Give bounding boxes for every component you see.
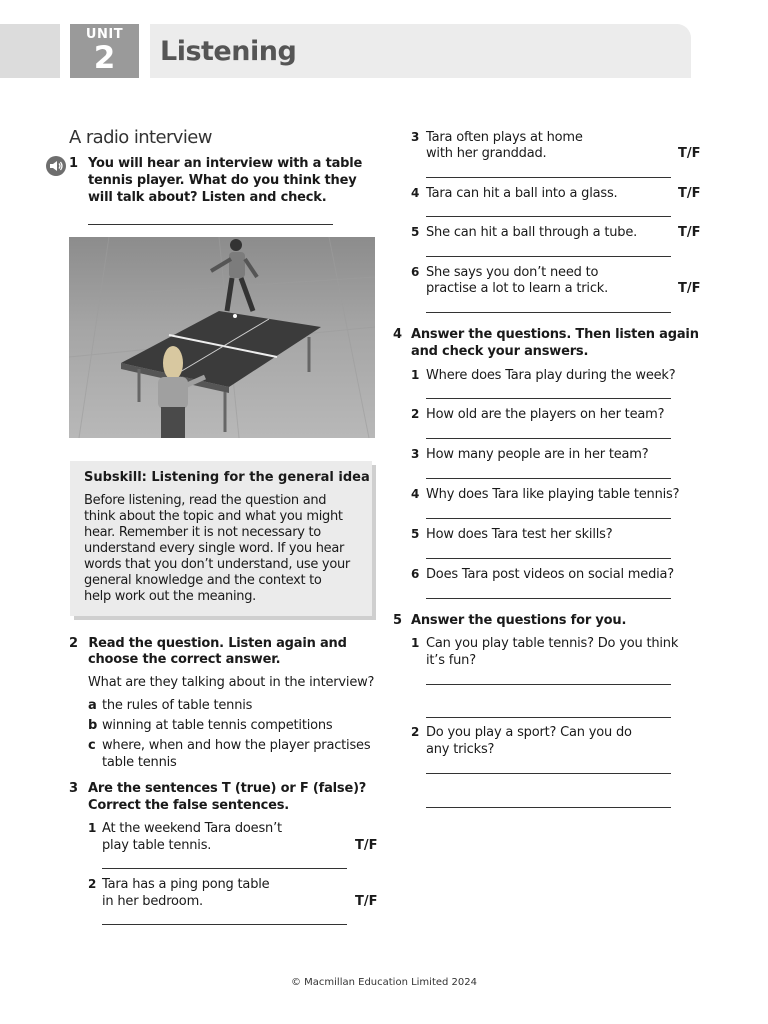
- q4-item-4-answer-line[interactable]: [426, 518, 671, 519]
- q3-item-5-answer-line[interactable]: [426, 256, 671, 257]
- q1-number: 1: [69, 156, 79, 171]
- unit-badge: [70, 24, 139, 78]
- q5-item-1-line-1: Can you play table tennis? Do you think: [426, 636, 679, 651]
- q3-item-5-line-1: She can hit a ball through a tube.: [426, 225, 638, 240]
- q3-item-6-answer-line[interactable]: [426, 312, 671, 313]
- q5-item-1-answer-line-2[interactable]: [426, 717, 671, 718]
- q4-item-5: How does Tara test her skills?: [426, 527, 613, 542]
- q5-number: 5: [393, 613, 403, 628]
- subskill-line: hear. Remember it is not necessary to: [84, 525, 321, 540]
- q3-item-6-line-2: practise a lot to learn a trick.: [426, 281, 609, 296]
- q3-item-2-line-1: Tara has a ping pong table: [102, 877, 270, 892]
- q3-item-1-answer-line[interactable]: [102, 868, 347, 869]
- tf-toggle[interactable]: T/F: [355, 894, 378, 909]
- subskill-line: help work out the meaning.: [84, 589, 257, 604]
- q3-item-6-line-1: She says you don’t need to: [426, 265, 599, 280]
- q2-option-letter: c: [88, 738, 96, 753]
- tf-toggle[interactable]: T/F: [678, 281, 701, 296]
- q2-option-letter: a: [88, 698, 97, 713]
- q5-item-1-line-2: it’s fun?: [426, 653, 476, 668]
- q4-item-number: 5: [411, 527, 420, 541]
- subskill-line: Before listening, read the question and: [84, 493, 327, 508]
- q1-line-3: will talk about? Listen and check.: [88, 190, 327, 205]
- subskill-line: think about the topic and what you might: [84, 509, 343, 524]
- q2-question: What are they talking about in the interview?: [88, 675, 375, 690]
- q4-item-4: Why does Tara like playing table tennis?: [426, 487, 680, 502]
- q4-number: 4: [393, 327, 403, 342]
- q3-item-4-line-1: Tara can hit a ball into a glass.: [426, 186, 618, 201]
- speaker-icon: [46, 156, 66, 176]
- q5-item-2-line-1: Do you play a sport? Can you do: [426, 725, 632, 740]
- q4-item-2-answer-line[interactable]: [426, 438, 671, 439]
- section-heading: A radio interview: [69, 127, 212, 148]
- q3-item-number: 4: [411, 186, 420, 200]
- q3-line-1: Are the sentences T (true) or F (false)?: [88, 781, 367, 796]
- q2-line-1: Read the question. Listen again and: [84, 636, 347, 651]
- subskill-box: [70, 461, 372, 616]
- audio-speaker-icon[interactable]: [46, 156, 66, 176]
- q4-item-number: 1: [411, 368, 420, 382]
- q4-item-number: 4: [411, 487, 420, 501]
- q2-number: 2: [69, 636, 79, 651]
- q1-answer-line[interactable]: [88, 224, 333, 225]
- q3-item-number: 3: [411, 130, 420, 144]
- q5-text: Answer the questions for you.: [411, 613, 627, 628]
- q4-item-1: Where does Tara play during the week?: [426, 368, 676, 383]
- subskill-title: Subskill: Listening for the general idea: [84, 470, 370, 485]
- tf-toggle[interactable]: T/F: [678, 186, 701, 201]
- subskill-line: general knowledge and the context to: [84, 573, 322, 588]
- q3-item-3-answer-line[interactable]: [426, 177, 671, 178]
- page-title: Listening: [160, 36, 297, 67]
- q5-item-2-answer-line-2[interactable]: [426, 807, 671, 808]
- table-tennis-illustration: [69, 237, 375, 438]
- q5-item-1-answer-line-1[interactable]: [426, 684, 671, 685]
- q5-item-number: 2: [411, 725, 420, 739]
- q3-item-2-line-2: in her bedroom.: [102, 894, 203, 909]
- subskill-body: [84, 493, 366, 605]
- q3-item-1-line-1: At the weekend Tara doesn’t: [102, 821, 282, 836]
- q4-line-1: Answer the questions. Then listen again: [411, 327, 699, 342]
- q3-item-3-line-2: with her granddad.: [426, 146, 547, 161]
- q4-item-6-answer-line[interactable]: [426, 598, 671, 599]
- q3-item-number: 2: [88, 877, 97, 891]
- q2-option-c[interactable]: where, when and how the player practises: [102, 738, 371, 753]
- q4-item-1-answer-line[interactable]: [426, 398, 671, 399]
- unit-label: UNIT: [85, 27, 124, 42]
- unit-number: 2: [93, 40, 116, 76]
- q3-item-2-answer-line[interactable]: [102, 924, 347, 925]
- q3-number: 3: [69, 781, 79, 796]
- q4-item-number: 2: [411, 407, 420, 421]
- q4-item-2: How old are the players on her team?: [426, 407, 665, 422]
- q5-item-2-answer-line-1[interactable]: [426, 773, 671, 774]
- header-side-tab: [0, 24, 60, 78]
- q2-option-a[interactable]: the rules of table tennis: [102, 698, 253, 713]
- copyright-footer: © Macmillan Education Limited 2024: [290, 977, 478, 988]
- q2-option-b[interactable]: winning at table tennis competitions: [102, 718, 333, 733]
- q4-item-5-answer-line[interactable]: [426, 558, 671, 559]
- q5-item-number: 1: [411, 636, 420, 650]
- tf-toggle[interactable]: T/F: [678, 146, 701, 161]
- q4-item-3: How many people are in her team?: [426, 447, 649, 462]
- q2-option-letter: b: [88, 718, 98, 733]
- tf-toggle[interactable]: T/F: [355, 838, 378, 853]
- q4-item-number: 6: [411, 567, 420, 581]
- q3-item-number: 6: [411, 265, 420, 279]
- q3-item-number: 5: [411, 225, 420, 239]
- q1-line-1: You will hear an interview with a table: [88, 156, 363, 171]
- q2-line-2: choose the correct answer.: [88, 652, 281, 667]
- table-tennis-photo: [69, 237, 375, 438]
- subskill-line: understand every single word. If you hear: [84, 541, 345, 556]
- q4-item-6: Does Tara post videos on social media?: [426, 567, 675, 582]
- tf-toggle[interactable]: T/F: [678, 225, 701, 240]
- q3-item-1-line-2: play table tennis.: [102, 838, 212, 853]
- subskill-line: words that you don’t understand, use your: [84, 557, 350, 572]
- q4-line-2: and check your answers.: [411, 344, 589, 359]
- q5-item-2-line-2: any tricks?: [426, 742, 495, 757]
- q3-item-3-line-1: Tara often plays at home: [426, 130, 583, 145]
- q3-item-4-answer-line[interactable]: [426, 216, 671, 217]
- q4-item-number: 3: [411, 447, 420, 461]
- q1-line-2: tennis player. What do you think they: [88, 173, 357, 188]
- q4-item-3-answer-line[interactable]: [426, 478, 671, 479]
- q2-option-c-line-2: table tennis: [102, 755, 177, 770]
- q3-item-number: 1: [88, 821, 97, 835]
- q3-line-2: Correct the false sentences.: [88, 798, 290, 813]
